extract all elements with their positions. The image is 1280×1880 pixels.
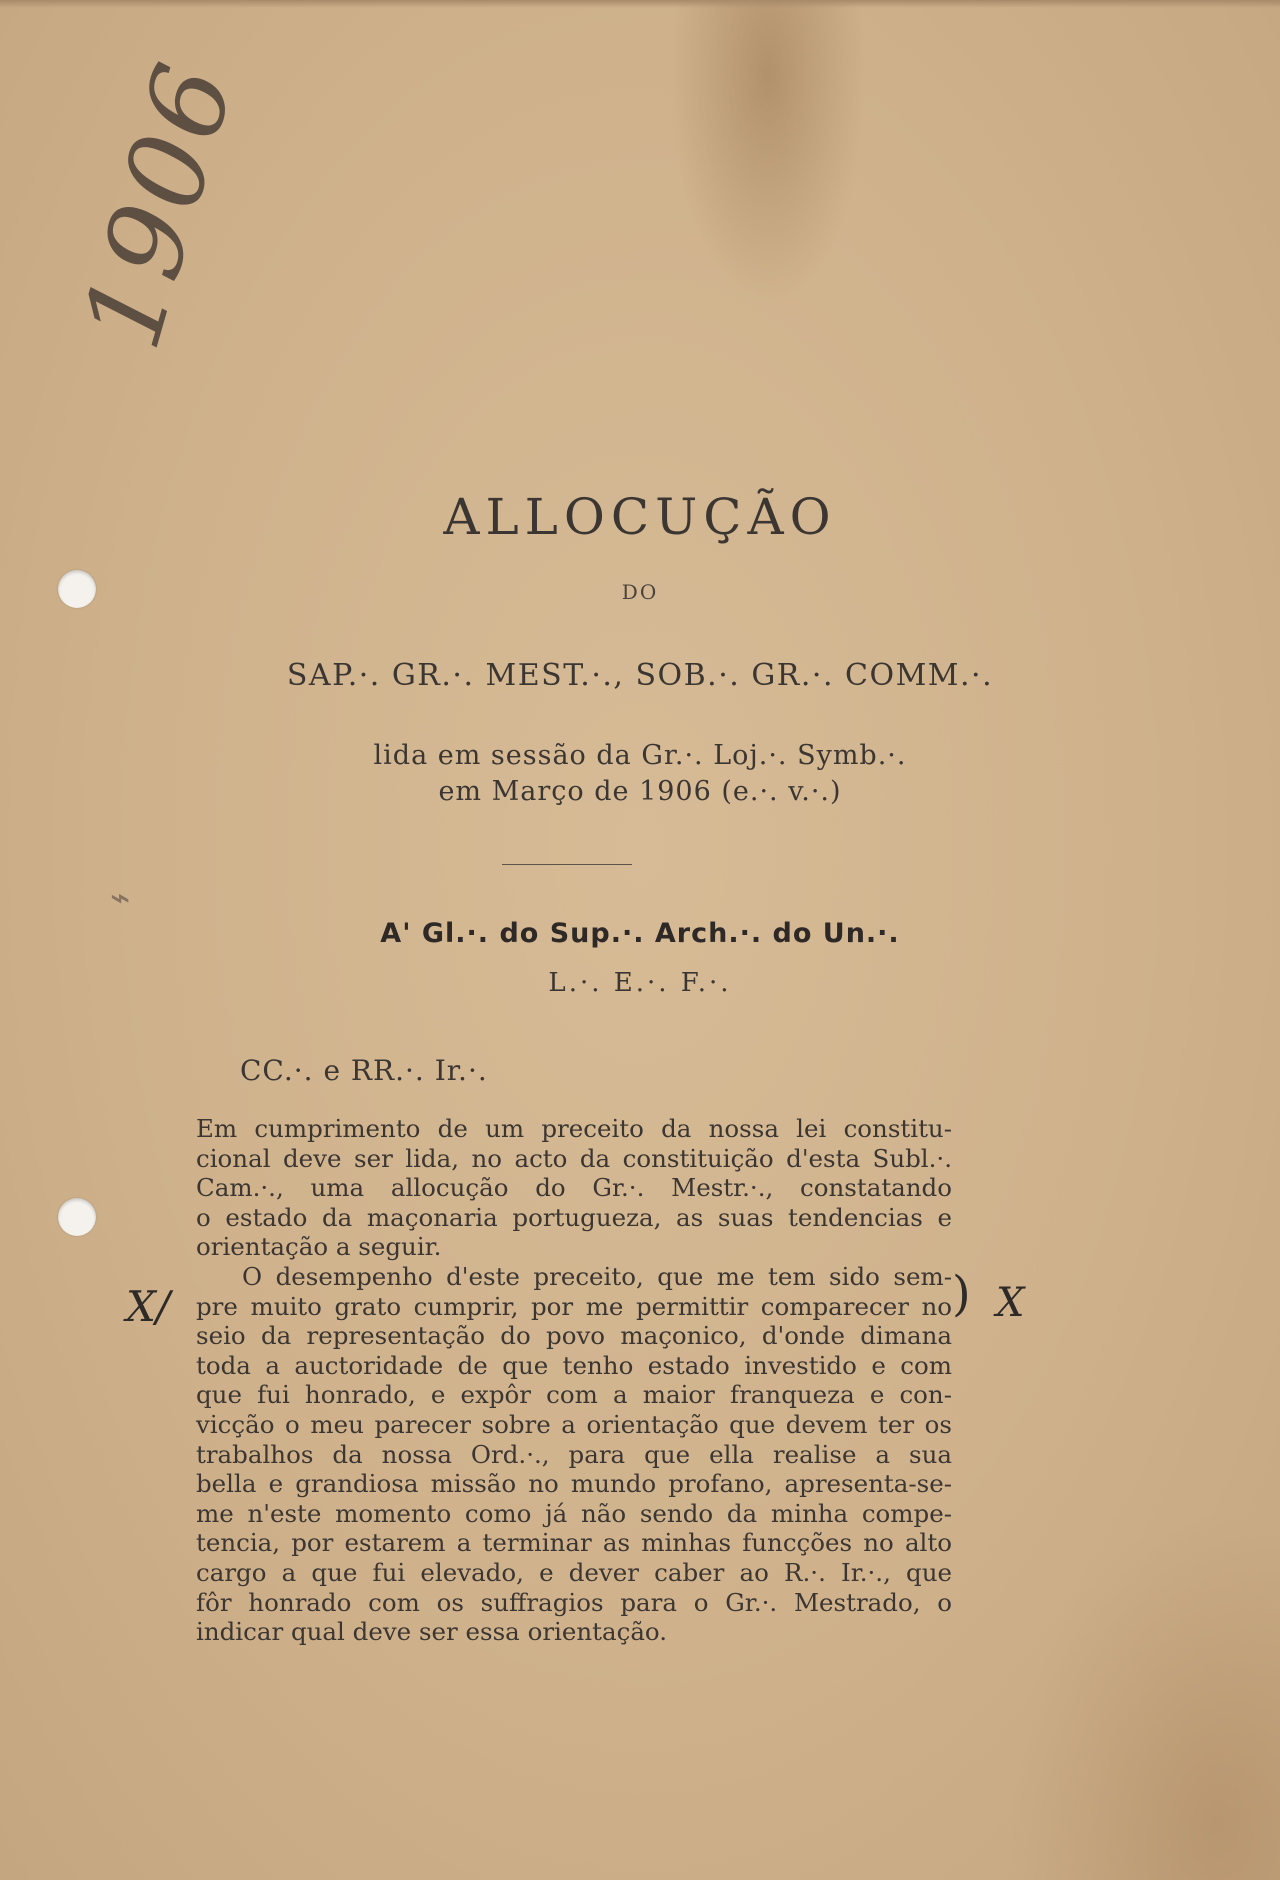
body-line: seio da representação do povo maçonico, d'onde dimana [196,1321,952,1351]
body-line: bella e grandiosa missão no mundo profano, apresenta-se- [196,1469,952,1499]
author-line: SAP.·. GR.·. MEST.·., SOB.·. GR.·. COMM.·. [286,658,994,693]
body-line: Cam.·., uma allocução do Gr.·. Mestr.·., constatando [196,1173,952,1203]
body-line: pre muito grato cumprir, por me permittir comparecer no [196,1291,952,1321]
dedication-line: A' Gl.·. do Sup.·. Arch.·. do Un.·. [380,918,900,949]
session-line-2: em Março de 1906 (e.·. v.·.) [438,776,842,807]
section-divider [502,864,632,865]
body-line: cargo a que fui elevado, e dever caber ao R.·. Ir.·., que [196,1557,952,1587]
margin-mark-right: X [996,1280,1025,1326]
dedication-subline: L.·. E.·. F.·. [548,968,732,998]
document-title: ALLOCUÇÃO [443,488,837,546]
body-line: vicção o meu parecer sobre a orientação que devem ter os [196,1409,952,1439]
body-line: fôr honrado com os suffragios para o Gr.·. Mestrado, o [196,1587,952,1617]
body-line: indicar qual deve ser essa orientação. [196,1617,668,1647]
margin-smudge: ⌁ [110,878,131,918]
body-line: toda a auctoridade de que tenho estado investido e com [196,1350,952,1380]
body-line: cional deve ser lida, no acto da constituição d'esta Subl.·. [196,1143,952,1173]
body-line: O desempenho d'este preceito, que me tem sido sem- [242,1261,952,1291]
punch-hole-bottom [58,1198,96,1236]
handwritten-year: 1906 [59,47,260,362]
body-line: trabalhos da nossa Ord.·., para que ella realise a sua [196,1439,952,1469]
body-line: me n'este momento como já não sendo da minha compe- [196,1498,952,1528]
session-line-1: lida em sessão da Gr.·. Loj.·. Symb.·. [373,740,907,771]
margin-mark-left: X/ [126,1282,171,1331]
body-line: o estado da maçonaria portugueza, as suas tendencias e [196,1202,952,1232]
body-text [196,1114,952,1647]
margin-bracket-right: ) [952,1266,971,1322]
title-preposition: DO [621,580,659,604]
body-line: orientação a seguir. [196,1232,442,1262]
body-line: tencia, por estarem a terminar as minhas funcções no alto [196,1528,952,1558]
page-top-edge [0,0,1280,8]
salutation: CC.·. e RR.·. Ir.·. [240,1054,488,1087]
body-line: que fui honrado, e expôr com a maior franqueza e con- [196,1380,952,1410]
body-line: Em cumprimento de um preceito da nossa lei constitu- [196,1114,952,1143]
